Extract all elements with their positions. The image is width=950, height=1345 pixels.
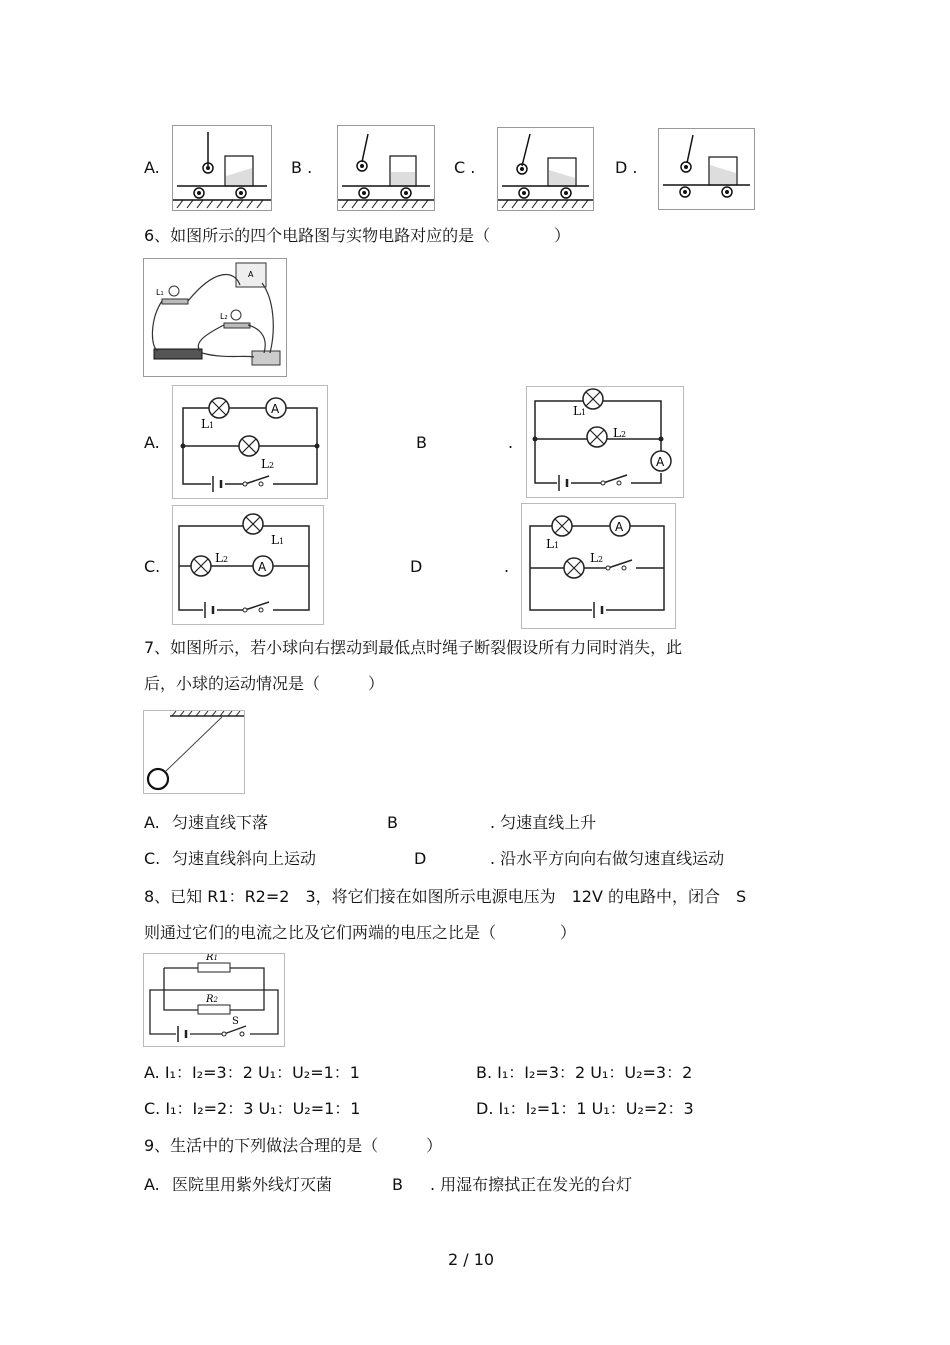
q5-option-a-label: A. [144,158,160,177]
q7-pendulum-figure [143,710,245,794]
q8-switch-label: S [232,1016,239,1027]
q9-option-a-label: A. [144,1175,160,1194]
q6a-l1-label: L1 [201,417,215,431]
q5-cart-figure-c [497,127,594,211]
q7-option-a-label: A. [144,813,160,832]
q6c-l2-label: L2 [215,551,229,565]
q7-option-d-text: . 沿水平方向向右做匀速直线运动 [490,849,725,868]
photo-l1-label: L1 [156,288,164,297]
q6-physical-circuit-photo [143,258,287,377]
q8-option-b: B. I₁：I₂=3：2 U₁：U₂=3：2 [476,1063,693,1082]
photo-l2-label: L2 [220,312,228,321]
q6-option-b-label: B [416,433,427,452]
q7-stem-line2: 后，小球的运动情况是（ ） [144,674,385,693]
q6-circuit-c [172,505,324,625]
q6-option-a-label: A. [144,433,160,452]
q7-option-b-text: . 匀速直线上升 [490,813,597,832]
q5-cart-figure-d [658,128,755,210]
q6-option-d-dot: . [504,557,510,576]
photo-ammeter-label: A [248,270,254,279]
q6-option-d-label: D [410,557,423,576]
q5-cart-figure-b [337,125,435,211]
q6-stem: 6、如图所示的四个电路图与实物电路对应的是（ ） [144,226,571,245]
q6b-l2-label: L2 [613,426,627,440]
q6b-ammeter-label: A [656,455,665,469]
q5-cart-figure-a [172,125,272,211]
q6-option-b-dot: . [508,433,514,452]
q7-option-a-text: 匀速直线下落 [172,813,269,832]
q8-option-a: A. I₁：I₂=3：2 U₁：U₂=1：1 [144,1063,360,1082]
q6d-l2-label: L2 [590,551,604,565]
q9-stem: 9、生活中的下列做法合理的是（ ） [144,1136,443,1155]
q6c-l1-label: L1 [271,533,285,547]
q6d-ammeter-label: A [615,520,624,534]
q6-option-c-label: C. [144,557,161,576]
q8-option-d: D. I₁：I₂=1：1 U₁：U₂=2：3 [476,1099,694,1118]
page-number: 2 / 10 [448,1250,495,1269]
q7-stem-line1: 7、如图所示，若小球向右摆动到最低点时绳子断裂假设所有力同时消失，此 [144,638,683,657]
q6a-l2-label: L2 [261,457,275,471]
q7-option-c-text: 匀速直线斜向上运动 [172,849,317,868]
q9-option-a-text: 医院里用紫外线灯灭菌 [172,1175,333,1194]
q7-option-d-label: D [414,849,427,868]
q5-option-d-label: D . [615,158,638,177]
q9-option-b-text: . 用湿布擦拭正在发光的台灯 [430,1175,633,1194]
q9-option-b-label: B [392,1175,403,1194]
q6d-l1-label: L1 [546,537,560,551]
q6-circuit-b [526,386,684,498]
q8-r1-label: R1 [206,954,218,963]
q8-stem-line1: 8、已知 R1：R2=2 3，将它们接在如图所示电源电压为 12V 的电路中，闭合 S [144,887,747,906]
q8-stem-line2: 则通过它们的电流之比及它们两端的电压之比是（ ） [144,923,577,942]
q6-circuit-a [172,385,328,499]
q5-option-c-label: C . [454,158,476,177]
q6-circuit-d [521,503,676,629]
q8-option-c: C. I₁：I₂=2：3 U₁：U₂=1：1 [144,1099,361,1118]
q7-option-b-label: B [387,813,398,832]
q8-r2-label: R2 [206,994,218,1005]
q6a-ammeter-label: A [271,402,280,416]
q6b-l1-label: L1 [573,404,587,418]
q6c-ammeter-label: A [258,560,267,574]
q7-option-c-label: C. [144,849,161,868]
q5-option-b-label: B . [291,158,313,177]
q8-circuit-figure [143,953,285,1047]
